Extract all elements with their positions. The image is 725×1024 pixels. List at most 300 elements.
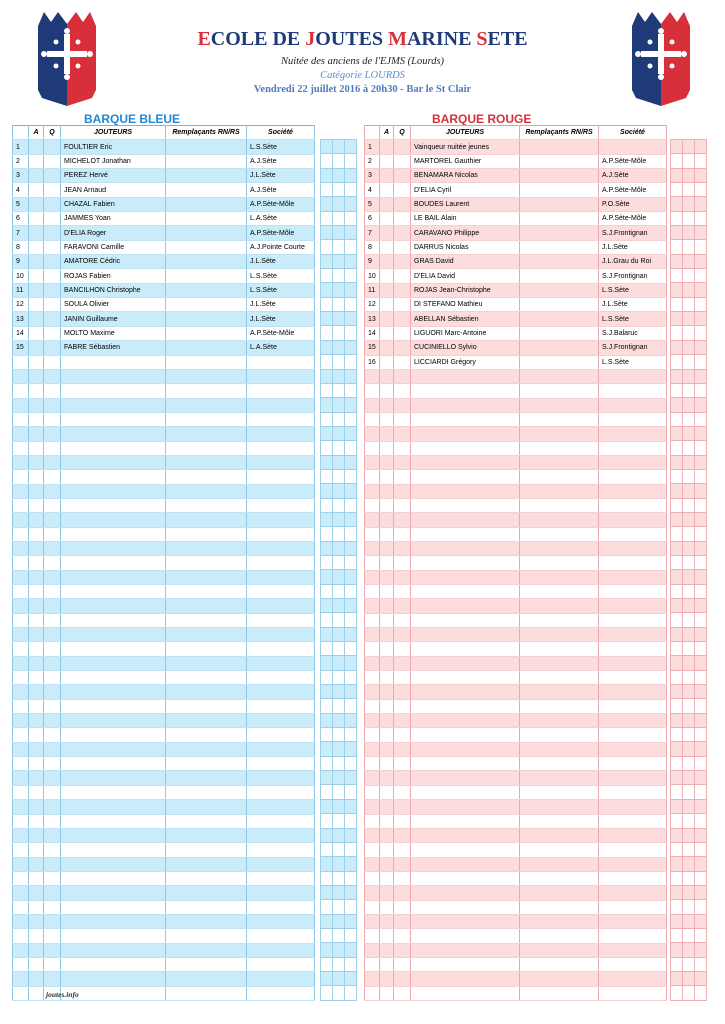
row-number <box>365 757 380 771</box>
side-cell <box>671 613 683 627</box>
table-row <box>13 412 315 426</box>
side-row <box>321 369 357 383</box>
side-cell <box>671 455 683 469</box>
cell-jouteur <box>61 513 166 527</box>
table-row <box>365 412 667 426</box>
cell-a <box>380 269 394 283</box>
row-number: 5 <box>365 197 380 211</box>
side-cell <box>345 900 357 914</box>
row-number <box>13 986 29 1000</box>
side-cell <box>683 340 695 354</box>
side-cell <box>695 340 707 354</box>
barque-bleue-side-grid <box>320 139 357 1001</box>
row-number <box>365 570 380 584</box>
side-cell <box>333 297 345 311</box>
cell-q <box>394 585 411 599</box>
cell-societe <box>599 757 667 771</box>
side-cell <box>683 140 695 154</box>
cell-a <box>29 154 44 168</box>
side-row <box>321 857 357 871</box>
cell-societe: A.P.Sète-Môle <box>599 212 667 226</box>
cell-jouteur <box>61 470 166 484</box>
cell-jouteur <box>61 398 166 412</box>
cell-jouteur <box>61 642 166 656</box>
cell-q <box>44 929 61 943</box>
table-row <box>13 714 315 728</box>
cell-societe <box>247 527 315 541</box>
cell-jouteur: JAMMES Yoan <box>61 212 166 226</box>
side-cell <box>683 799 695 813</box>
row-number <box>13 384 29 398</box>
cell-a <box>380 671 394 685</box>
cell-jouteur <box>61 699 166 713</box>
cell-q <box>394 455 411 469</box>
side-cell <box>333 226 345 240</box>
title-part: S <box>476 28 488 50</box>
cell-societe: J.L.Grau du Roi <box>599 255 667 269</box>
row-number <box>13 728 29 742</box>
side-cell <box>333 799 345 813</box>
cell-societe <box>247 628 315 642</box>
side-cell <box>671 140 683 154</box>
row-number: 14 <box>13 326 29 340</box>
cell-jouteur <box>61 714 166 728</box>
cell-a <box>380 398 394 412</box>
cell-a <box>29 943 44 957</box>
table-row <box>13 656 315 670</box>
cell-remplacant <box>166 341 247 355</box>
side-row <box>671 971 707 985</box>
cell-societe: J.L.Sète <box>599 240 667 254</box>
row-number <box>13 972 29 986</box>
row-number: 14 <box>365 326 380 340</box>
side-cell <box>671 728 683 742</box>
cell-remplacant <box>166 527 247 541</box>
col-header-q: Q <box>394 126 411 140</box>
cell-q <box>394 642 411 656</box>
cell-a <box>29 283 44 297</box>
side-cell <box>671 914 683 928</box>
row-number <box>365 613 380 627</box>
table-row <box>365 240 667 254</box>
side-row <box>671 412 707 426</box>
side-row <box>321 269 357 283</box>
side-cell <box>321 785 333 799</box>
side-cell <box>333 885 345 899</box>
side-row <box>671 799 707 813</box>
cell-a <box>29 570 44 584</box>
cell-a <box>380 656 394 670</box>
row-number: 7 <box>13 226 29 240</box>
table-header-row <box>365 126 667 140</box>
category-label: Catégorie LOURDS <box>320 70 405 81</box>
side-row <box>321 871 357 885</box>
cell-a <box>380 843 394 857</box>
cell-a <box>380 369 394 383</box>
side-row <box>321 441 357 455</box>
cell-jouteur <box>411 857 520 871</box>
cell-remplacant <box>520 685 599 699</box>
row-number <box>365 470 380 484</box>
cell-q <box>44 613 61 627</box>
side-cell <box>345 713 357 727</box>
side-cell <box>321 355 333 369</box>
side-cell <box>321 599 333 613</box>
cell-jouteur <box>61 771 166 785</box>
cell-remplacant <box>166 599 247 613</box>
cell-q <box>44 742 61 756</box>
side-cell <box>333 986 345 1000</box>
cell-a <box>380 212 394 226</box>
cell-a <box>29 656 44 670</box>
side-cell <box>683 398 695 412</box>
side-cell <box>345 914 357 928</box>
cell-q <box>394 240 411 254</box>
side-cell <box>683 928 695 942</box>
cell-societe <box>599 628 667 642</box>
cell-societe <box>599 441 667 455</box>
cell-remplacant <box>520 972 599 986</box>
cell-remplacant <box>520 541 599 555</box>
cell-remplacant <box>166 814 247 828</box>
table-row <box>13 886 315 900</box>
row-number <box>365 843 380 857</box>
side-cell <box>333 140 345 154</box>
barque-rouge-side-grid <box>670 139 707 1001</box>
cell-a <box>380 857 394 871</box>
side-row <box>321 555 357 569</box>
side-cell <box>671 971 683 985</box>
cell-remplacant <box>520 412 599 426</box>
cell-societe: A.P.Sète-Môle <box>599 183 667 197</box>
side-cell <box>345 140 357 154</box>
side-cell <box>683 914 695 928</box>
cell-q <box>394 728 411 742</box>
side-cell <box>333 183 345 197</box>
cell-jouteur <box>411 369 520 383</box>
cell-a <box>29 771 44 785</box>
cell-societe <box>247 742 315 756</box>
cell-a <box>380 986 394 1000</box>
side-cell <box>333 670 345 684</box>
cell-a <box>380 699 394 713</box>
table-row <box>13 556 315 570</box>
cell-societe <box>247 929 315 943</box>
col-header-jouteurs: JOUTEURS <box>411 126 520 140</box>
row-number <box>13 541 29 555</box>
side-cell <box>671 756 683 770</box>
side-row <box>321 943 357 957</box>
cell-jouteur <box>61 369 166 383</box>
cell-remplacant <box>166 556 247 570</box>
side-cell <box>683 828 695 842</box>
table-row <box>365 140 667 154</box>
table-row <box>365 427 667 441</box>
side-cell <box>321 383 333 397</box>
cell-societe <box>599 384 667 398</box>
side-cell <box>695 426 707 440</box>
table-row <box>365 441 667 455</box>
cell-a <box>29 255 44 269</box>
cell-q <box>44 355 61 369</box>
cell-remplacant <box>166 828 247 842</box>
cell-remplacant <box>520 369 599 383</box>
cell-a <box>29 900 44 914</box>
side-cell <box>321 211 333 225</box>
cell-jouteur <box>411 714 520 728</box>
side-row <box>671 613 707 627</box>
table-row <box>13 828 315 842</box>
cell-remplacant <box>166 957 247 971</box>
side-cell <box>695 469 707 483</box>
cell-jouteur <box>411 742 520 756</box>
cell-remplacant <box>520 599 599 613</box>
table-row <box>13 785 315 799</box>
side-cell <box>321 928 333 942</box>
row-number <box>365 886 380 900</box>
cell-a <box>380 728 394 742</box>
cell-jouteur <box>411 728 520 742</box>
cell-jouteur <box>61 757 166 771</box>
side-cell <box>345 656 357 670</box>
side-cell <box>345 584 357 598</box>
row-number <box>365 427 380 441</box>
cell-jouteur: CHAZAL Fabien <box>61 197 166 211</box>
cell-remplacant <box>166 785 247 799</box>
cell-q <box>44 914 61 928</box>
side-row <box>321 498 357 512</box>
cell-q <box>394 341 411 355</box>
side-cell <box>695 283 707 297</box>
cell-a <box>380 628 394 642</box>
cell-societe: P.O.Sète <box>599 197 667 211</box>
row-number <box>365 742 380 756</box>
row-number <box>13 757 29 771</box>
cell-q <box>44 828 61 842</box>
cell-societe <box>599 871 667 885</box>
side-row <box>321 670 357 684</box>
side-row <box>321 355 357 369</box>
row-number: 12 <box>365 298 380 312</box>
side-cell <box>345 154 357 168</box>
cell-remplacant <box>166 441 247 455</box>
cell-remplacant <box>520 398 599 412</box>
cell-q <box>44 427 61 441</box>
side-cell <box>345 799 357 813</box>
cell-jouteur <box>61 656 166 670</box>
cell-a <box>29 714 44 728</box>
table-row <box>365 298 667 312</box>
side-cell <box>683 154 695 168</box>
col-header-number <box>13 126 29 140</box>
table-row <box>13 972 315 986</box>
row-number: 5 <box>13 197 29 211</box>
side-cell <box>321 512 333 526</box>
side-cell <box>321 441 333 455</box>
cell-remplacant <box>520 312 599 326</box>
cell-q <box>44 154 61 168</box>
cell-societe <box>247 943 315 957</box>
cell-jouteur <box>61 355 166 369</box>
side-cell <box>345 857 357 871</box>
cell-remplacant <box>166 312 247 326</box>
side-cell <box>333 269 345 283</box>
cell-remplacant <box>166 541 247 555</box>
side-cell <box>333 584 345 598</box>
side-row <box>671 355 707 369</box>
side-cell <box>695 785 707 799</box>
cell-q <box>44 957 61 971</box>
cell-remplacant <box>520 154 599 168</box>
side-cell <box>333 971 345 985</box>
cell-societe <box>247 384 315 398</box>
cell-a <box>29 728 44 742</box>
cell-remplacant <box>520 613 599 627</box>
table-row <box>13 914 315 928</box>
cell-remplacant <box>520 900 599 914</box>
cell-remplacant <box>520 642 599 656</box>
cell-a <box>380 570 394 584</box>
side-cell <box>671 642 683 656</box>
cell-a <box>380 642 394 656</box>
table-row <box>365 556 667 570</box>
side-cell <box>345 426 357 440</box>
side-cell <box>695 885 707 899</box>
side-row <box>321 527 357 541</box>
title-part: M <box>388 28 407 50</box>
side-cell <box>333 455 345 469</box>
row-number <box>13 470 29 484</box>
side-cell <box>671 383 683 397</box>
cell-societe <box>599 369 667 383</box>
row-number <box>365 957 380 971</box>
table-row <box>365 943 667 957</box>
side-cell <box>333 512 345 526</box>
cell-societe <box>247 699 315 713</box>
table-row <box>13 814 315 828</box>
cell-q <box>394 685 411 699</box>
table-row <box>13 843 315 857</box>
side-row <box>671 742 707 756</box>
side-cell <box>671 312 683 326</box>
table-row <box>365 685 667 699</box>
cell-jouteur <box>411 886 520 900</box>
cell-a <box>29 914 44 928</box>
side-cell <box>695 828 707 842</box>
table-row <box>365 585 667 599</box>
side-row <box>671 670 707 684</box>
cell-societe <box>599 771 667 785</box>
cell-remplacant <box>520 986 599 1000</box>
cell-societe <box>247 857 315 871</box>
cell-a <box>29 685 44 699</box>
table-row <box>365 312 667 326</box>
side-cell <box>333 756 345 770</box>
cell-societe <box>599 800 667 814</box>
cell-remplacant <box>520 183 599 197</box>
cell-jouteur <box>61 599 166 613</box>
side-row <box>321 627 357 641</box>
cell-q <box>44 843 61 857</box>
side-cell <box>695 842 707 856</box>
side-cell <box>345 484 357 498</box>
cell-a <box>29 613 44 627</box>
side-cell <box>683 498 695 512</box>
side-cell <box>333 943 345 957</box>
side-row <box>321 398 357 412</box>
side-cell <box>695 326 707 340</box>
cell-a <box>380 785 394 799</box>
table-row <box>13 642 315 656</box>
cell-jouteur <box>411 642 520 656</box>
side-row <box>321 340 357 354</box>
table-row <box>365 541 667 555</box>
cell-societe <box>599 714 667 728</box>
side-cell <box>695 197 707 211</box>
row-number: 12 <box>13 298 29 312</box>
cell-a <box>380 470 394 484</box>
table-row <box>365 197 667 211</box>
cell-a <box>29 341 44 355</box>
cell-q <box>394 384 411 398</box>
table-row <box>13 957 315 971</box>
cell-q <box>44 498 61 512</box>
side-cell <box>333 355 345 369</box>
table-row <box>365 154 667 168</box>
side-cell <box>333 842 345 856</box>
row-number <box>13 900 29 914</box>
cell-societe <box>247 972 315 986</box>
cell-jouteur <box>61 929 166 943</box>
side-cell <box>671 885 683 899</box>
row-number <box>365 929 380 943</box>
row-number: 1 <box>365 140 380 154</box>
cell-jouteur <box>61 957 166 971</box>
cell-jouteur <box>411 943 520 957</box>
col-header-societe: Société <box>247 126 315 140</box>
cell-q <box>44 714 61 728</box>
cell-jouteur <box>411 900 520 914</box>
cell-q <box>44 628 61 642</box>
side-cell <box>333 498 345 512</box>
cell-remplacant <box>520 886 599 900</box>
cell-jouteur <box>411 441 520 455</box>
cell-jouteur <box>61 886 166 900</box>
cell-q <box>394 212 411 226</box>
row-number <box>13 570 29 584</box>
cell-q <box>44 685 61 699</box>
side-cell <box>695 312 707 326</box>
side-cell <box>345 183 357 197</box>
side-cell <box>671 785 683 799</box>
row-number <box>365 714 380 728</box>
cell-remplacant <box>520 699 599 713</box>
side-cell <box>695 570 707 584</box>
row-number <box>13 742 29 756</box>
side-cell <box>683 183 695 197</box>
table-row <box>13 312 315 326</box>
side-cell <box>695 269 707 283</box>
side-row <box>321 799 357 813</box>
cell-societe <box>599 957 667 971</box>
side-cell <box>695 971 707 985</box>
cell-remplacant <box>166 570 247 584</box>
row-number <box>13 527 29 541</box>
side-cell <box>321 426 333 440</box>
cell-a <box>29 785 44 799</box>
cell-societe <box>599 498 667 512</box>
row-number: 13 <box>13 312 29 326</box>
